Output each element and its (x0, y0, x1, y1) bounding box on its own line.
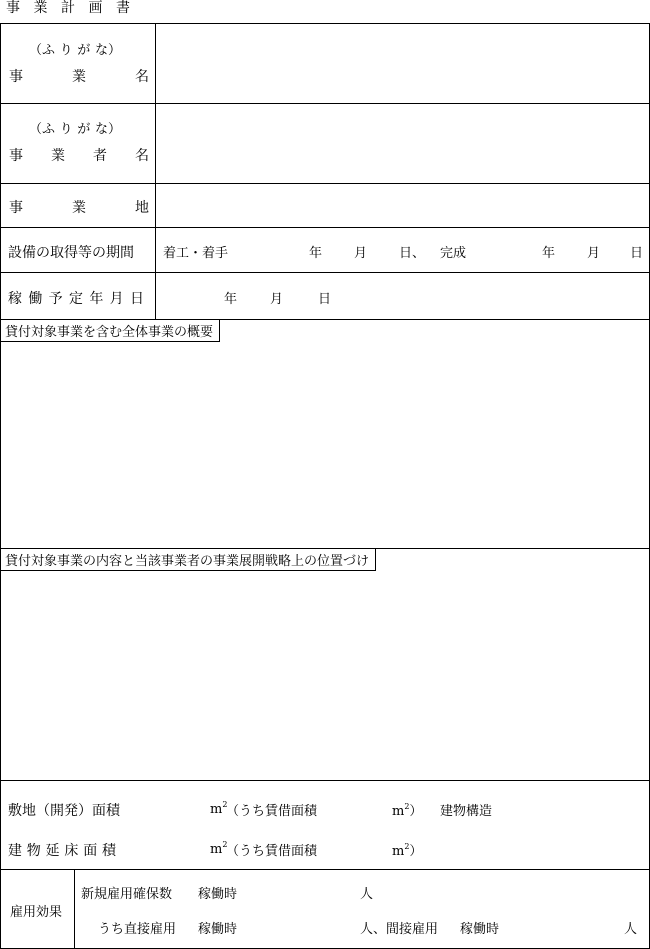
new-hires-label: 新規雇用確保数 (81, 887, 173, 902)
period-start-day: 日、 (399, 246, 426, 261)
operator-name-label: 事 業 者 名 (9, 148, 149, 164)
indirect-operating-label: 稼働時 (460, 922, 500, 937)
business-name-input[interactable] (160, 30, 648, 98)
row-divider (0, 103, 650, 104)
direct-operating-label: 稼働時 (198, 922, 238, 937)
period-end-day: 日 (630, 246, 644, 261)
period-label: 設備の取得等の期間 (8, 245, 134, 261)
page-title: 事 業 計 画 書 (6, 0, 130, 16)
building-structure-label: 建物構造 (440, 804, 493, 819)
period-end-year: 年 (542, 246, 556, 261)
indirect-person-unit: 人 (624, 922, 638, 937)
positioning-section-label: 貸付対象事業の内容と当該事業者の事業展開戦略上の位置づけ (1, 549, 376, 571)
site-area-unit: $m^2$ (210, 800, 228, 817)
operator-name-furigana: （ふ り が な） (29, 122, 121, 137)
operation-year: 年 (224, 292, 238, 307)
frame-left (0, 23, 1, 949)
overview-textarea[interactable] (6, 344, 646, 546)
direct-hire-label: うち直接雇用 (98, 922, 177, 937)
indirect-hire-label: 人、間接雇用 (360, 922, 439, 937)
location-label: 事 業 地 (9, 200, 149, 216)
period-complete-label: 完成 (440, 246, 467, 261)
divider-vertical-labels (155, 23, 156, 320)
period-start-month: 月 (354, 246, 368, 261)
row-divider (0, 227, 650, 228)
new-hires-operating-label: 稼働時 (198, 887, 238, 902)
row-divider (0, 780, 650, 781)
floor-area-label: 建 物 延 床 面 積 (8, 843, 116, 859)
operator-name-input[interactable] (160, 110, 648, 178)
period-start-label: 着工・着手 (163, 246, 229, 261)
business-name-furigana: （ふ り が な） (29, 43, 121, 58)
operation-month: 月 (270, 292, 284, 307)
site-area-label: 敷地（開発）面積 (8, 803, 120, 819)
floor-area-unit: $m^2$ (210, 840, 228, 857)
row-divider (0, 272, 650, 273)
period-start-year: 年 (309, 246, 323, 261)
location-input[interactable] (160, 190, 648, 222)
divider-vertical-employment (74, 869, 75, 949)
row-divider (0, 183, 650, 184)
positioning-textarea[interactable] (6, 574, 646, 778)
floor-area-lease-unit: $m^2$） (392, 842, 423, 859)
site-area-lease-unit: $m^2$） (392, 802, 423, 819)
row-divider (0, 869, 650, 870)
floor-area-lease-label: （うち賃借面積 (226, 844, 318, 859)
new-hires-person-unit: 人 (360, 887, 374, 902)
frame-top (0, 23, 650, 24)
business-name-label: 事 業 名 (9, 69, 149, 85)
overview-section-label: 貸付対象事業を含む全体事業の概要 (1, 320, 220, 342)
operation-date-label: 稼 働 予 定 年 月 日 (8, 291, 144, 307)
period-end-month: 月 (587, 246, 601, 261)
site-area-lease-label: （うち賃借面積 (226, 804, 318, 819)
employment-label: 雇用効果 (10, 905, 63, 920)
operation-day: 日 (318, 292, 332, 307)
